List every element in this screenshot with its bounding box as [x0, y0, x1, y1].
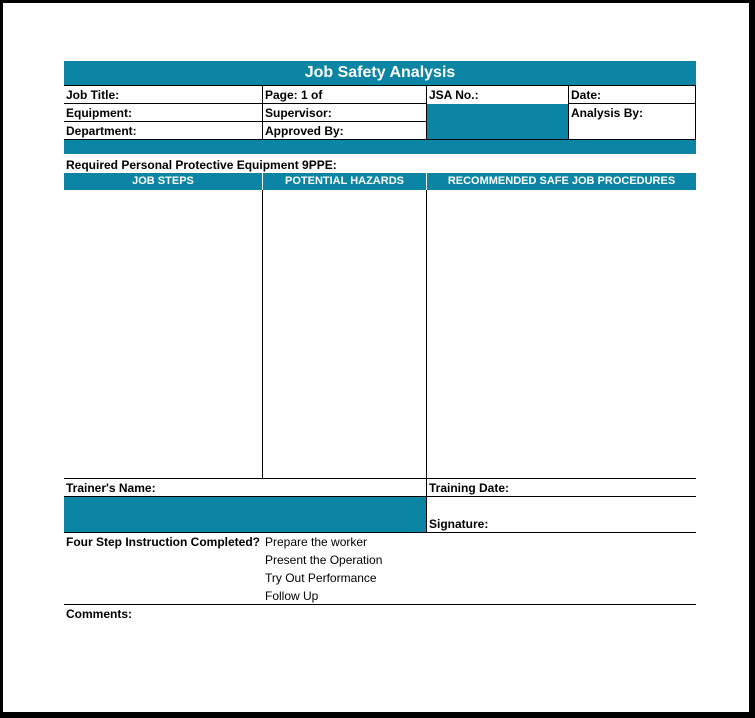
divider: [64, 103, 427, 104]
page-label: Page: 1 of: [265, 88, 323, 102]
approved-by-label: Approved By:: [265, 124, 344, 138]
four-step-item: Present the Operation: [265, 553, 383, 567]
four-step-label: Four Step Instruction Completed?: [66, 535, 260, 549]
supervisor-label: Supervisor:: [265, 106, 332, 120]
ppe-label: Required Personal Protective Equipment 9PPE:: [66, 158, 337, 172]
column-header-safe-procedures: RECOMMENDED SAFE JOB PROCEDURES: [447, 175, 676, 187]
column-header-potential-hazards: POTENTIAL HAZARDS: [285, 175, 404, 187]
form-title: Job Safety Analysis: [64, 61, 696, 85]
divider: [695, 85, 696, 139]
divider: [64, 121, 427, 122]
analysis-by-label: Analysis By:: [571, 106, 644, 120]
date-label: Date:: [571, 88, 602, 102]
divider: [426, 173, 427, 190]
comments-label: Comments:: [66, 607, 133, 621]
four-step-item: Follow Up: [265, 589, 319, 603]
four-step-item: Prepare the worker: [265, 535, 368, 549]
divider: [64, 532, 696, 533]
divider: [64, 85, 696, 86]
divider: [64, 604, 696, 605]
divider: [64, 478, 696, 479]
divider: [262, 85, 263, 139]
divider: [262, 173, 263, 190]
divider: [426, 478, 427, 532]
job-title-label: Job Title:: [66, 88, 120, 102]
equipment-label: Equipment:: [66, 106, 132, 120]
trainer-name-label: Trainer's Name:: [66, 481, 156, 495]
column-header-job-steps: JOB STEPS: [132, 175, 194, 187]
signature-label: Signature:: [429, 517, 489, 531]
divider: [262, 190, 263, 478]
shaded-band: [64, 140, 696, 154]
shaded-cell: [64, 497, 426, 532]
divider: [426, 190, 427, 478]
training-date-label: Training Date:: [429, 481, 510, 495]
four-step-item: Try Out Performance: [265, 571, 377, 585]
divider: [569, 103, 696, 104]
shaded-cell: [427, 104, 568, 139]
jsa-no-label: JSA No.:: [429, 88, 479, 102]
divider: [568, 85, 569, 139]
department-label: Department:: [66, 124, 137, 138]
